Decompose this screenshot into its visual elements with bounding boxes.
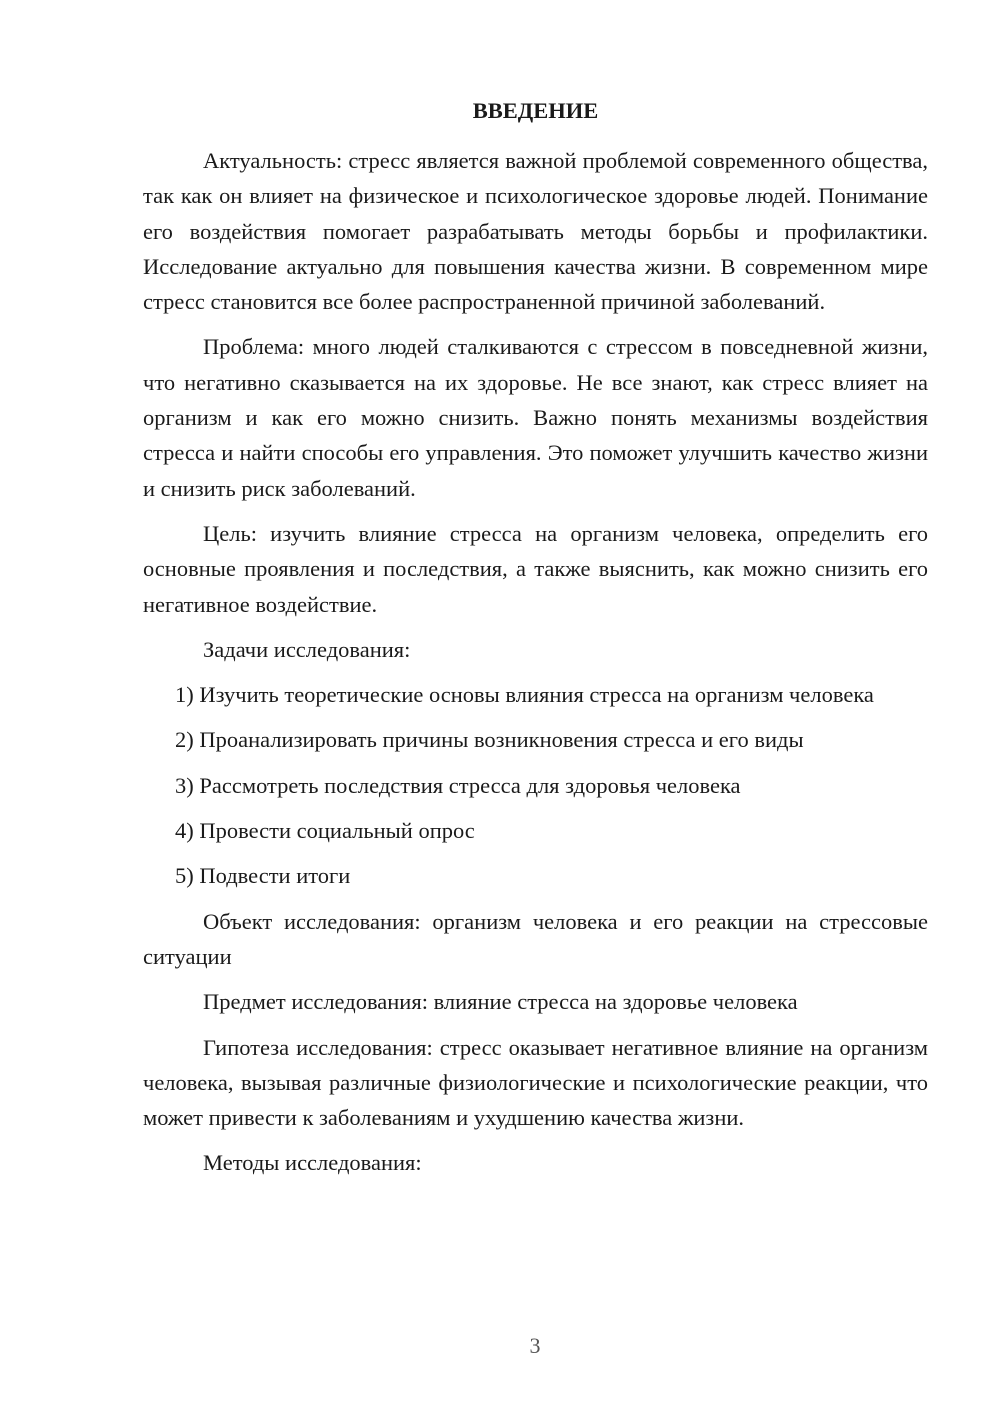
task-item-5: 5) Подвести итоги	[175, 863, 351, 889]
task-item-2: 2) Проанализировать причины возникновения стресса и его виды	[175, 727, 804, 753]
goal-paragraph: Цель: изучить влияние стресса на организм человека, определить его основные проявления и последствия, а также выяснить, как можно снизить его негативное воздействие.	[143, 520, 928, 617]
document-page	[143, 95, 928, 1191]
task-item-4: 4) Провести социальный опрос	[175, 818, 475, 844]
task-item-3: 3) Рассмотреть последствия стресса для здоровья человека	[175, 772, 741, 798]
problem-paragraph: Проблема: много людей сталкиваются с стрессом в повседневной жизни, что негативно сказывается на их здоровье. Не все знают, как стресс влияет на организм и как его можно снизить. Важно понять механизмы воздействия стресса и найти способы его управления. Это поможет улучшить качество жизни и снизить риск заболеваний.	[143, 334, 928, 501]
tasks-heading: Задачи исследования:	[203, 636, 411, 662]
page-number: 3	[529, 1333, 541, 1358]
methods-heading: Методы исследования:	[203, 1150, 422, 1176]
relevance-paragraph: Актуальность: стресс является важной проблемой современного общества, так как он влияет на физическое и психологическое здоровье людей. Понимание его воздействия помогает разрабатывать методы борьбы и профилактики. Исследование актуально для повышения качества жизни. В современном мире стресс становится все более распространенной причиной заболеваний.	[143, 148, 928, 315]
object-paragraph: Объект исследования: организм человека и его реакции на стрессовые ситуации	[143, 908, 928, 969]
page-title: ВВЕДЕНИЕ	[472, 98, 599, 123]
hypothesis-paragraph: Гипотеза исследования: стресс оказывает негативное влияние на организм человека, вызывая различные физиологические и психологические реакции, что может привести к заболеваниям и ухудшению качества жизни.	[143, 1034, 928, 1131]
task-item-1: 1) Изучить теоретические основы влияния стресса на организм человека	[175, 682, 874, 708]
subject-paragraph: Предмет исследования: влияние стресса на здоровье человека	[203, 989, 798, 1015]
